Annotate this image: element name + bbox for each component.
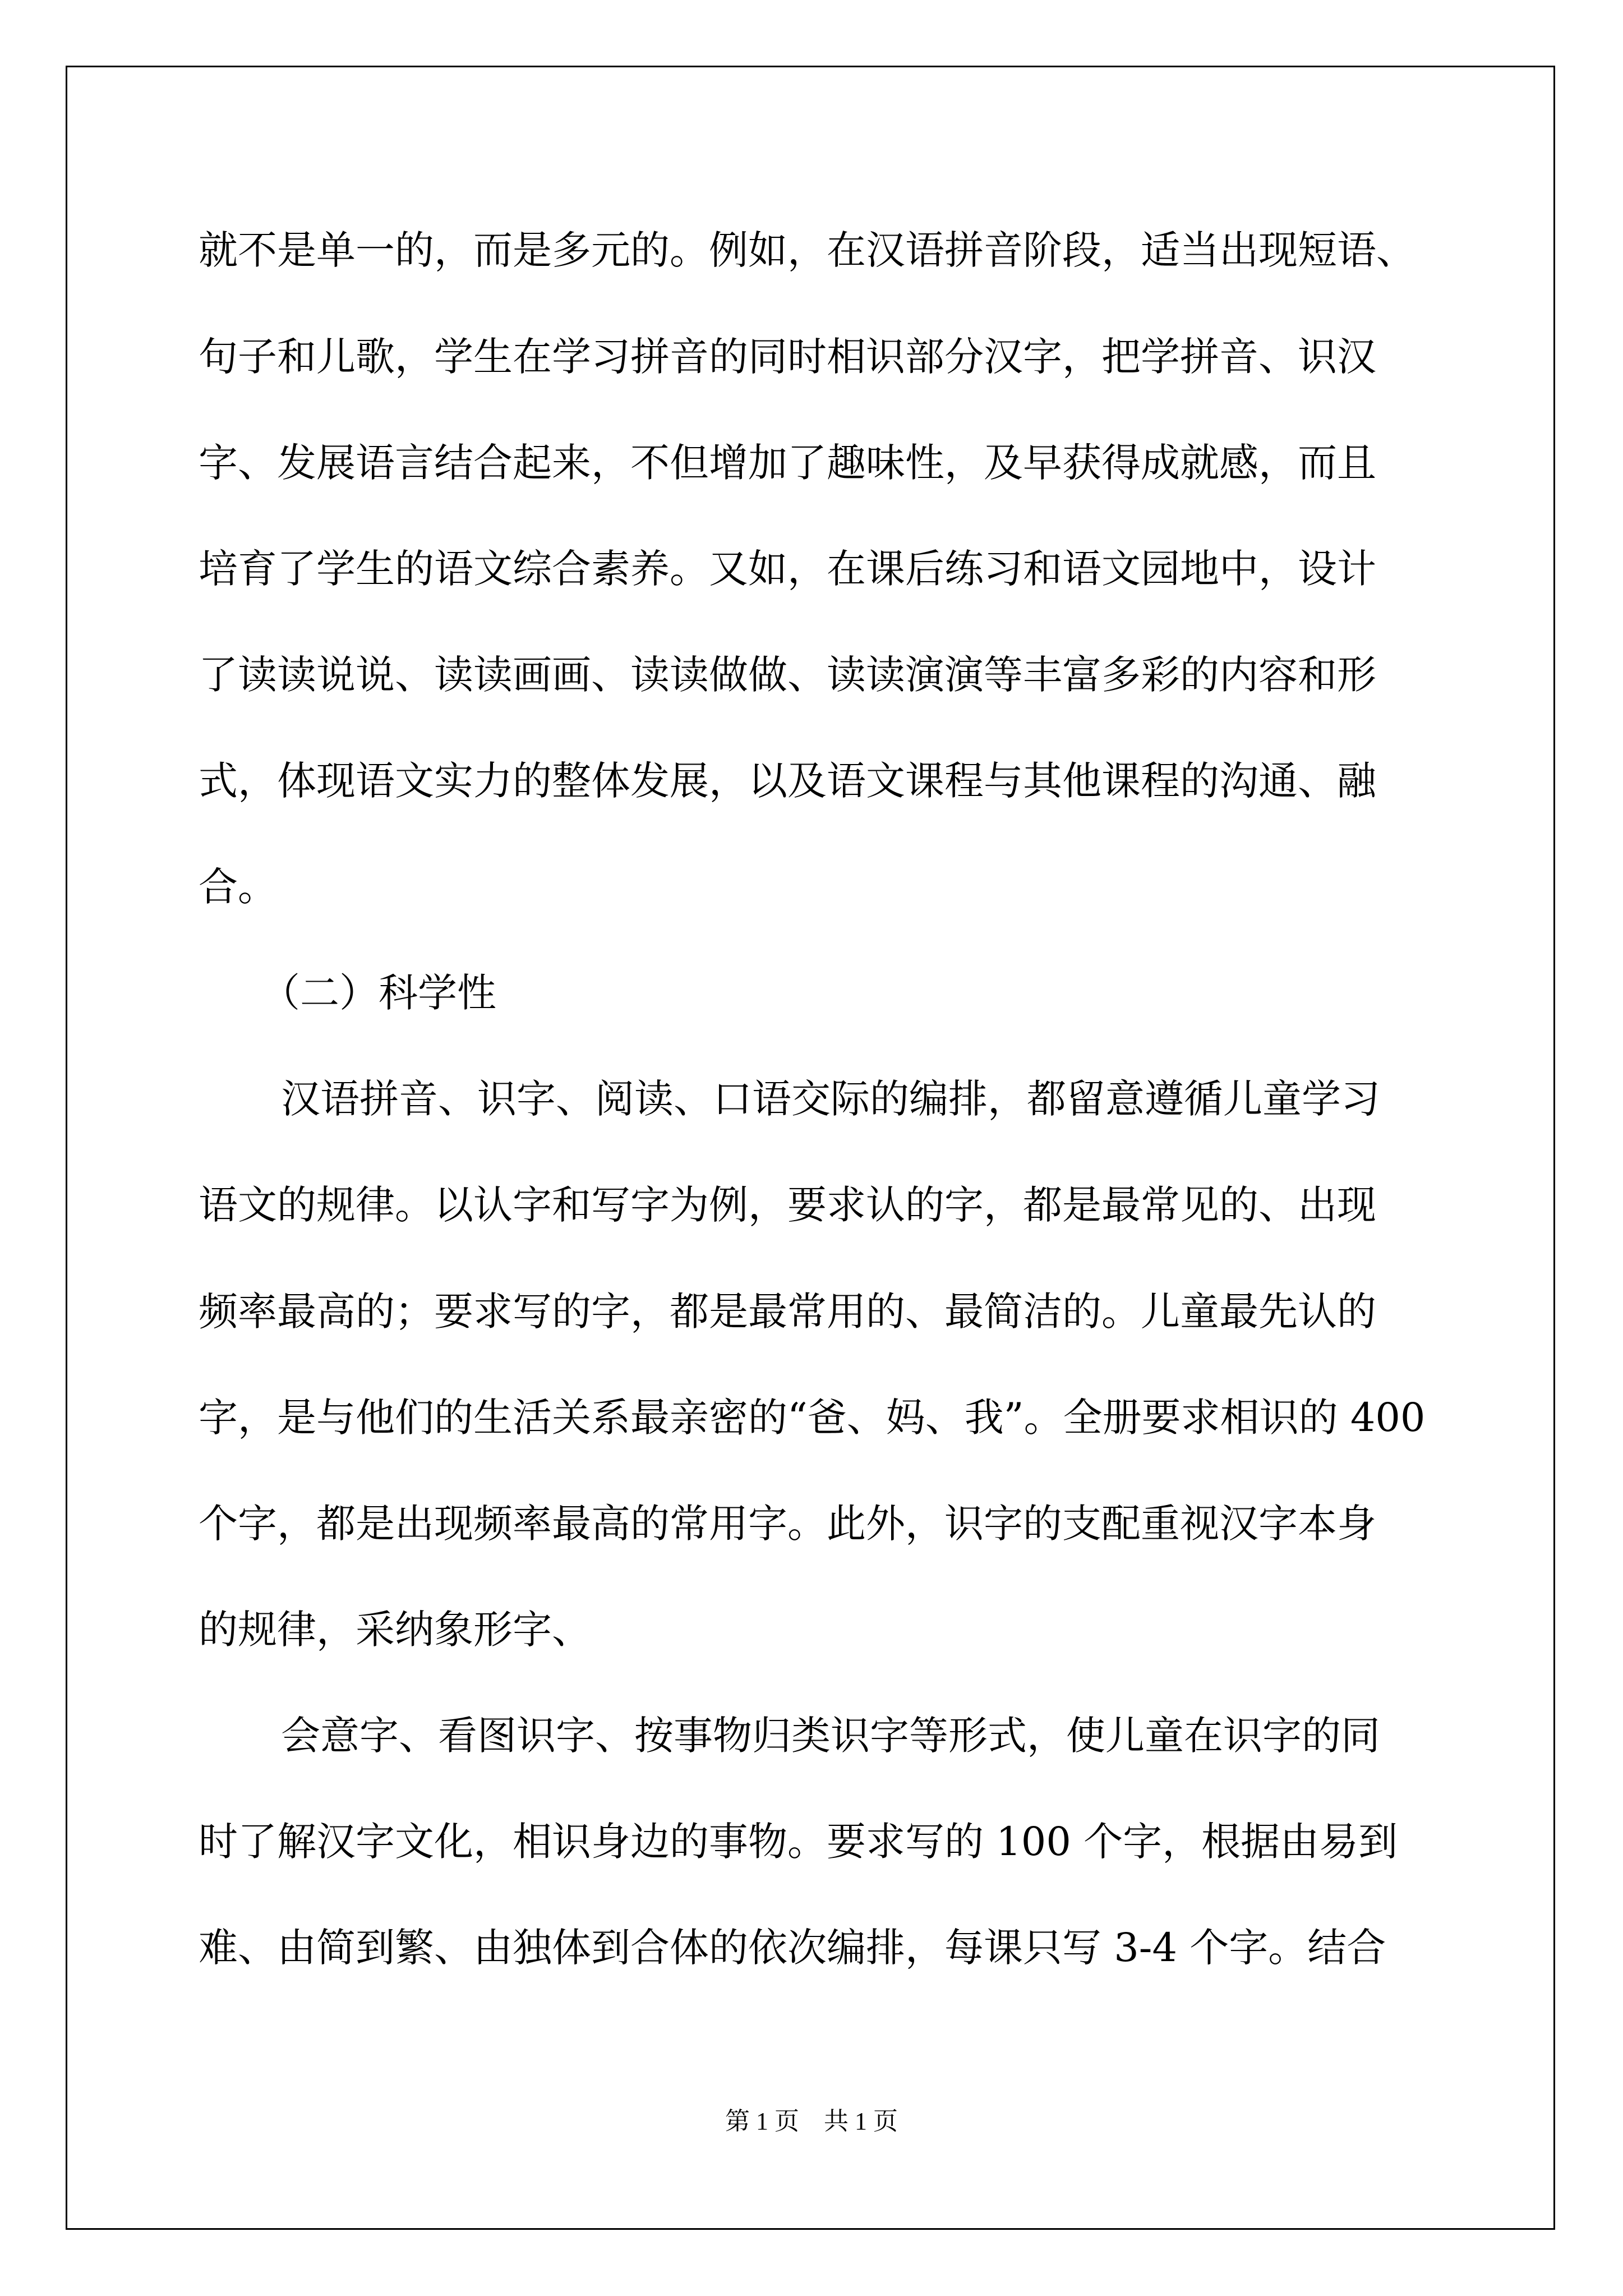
- body-text-line: 了读读说说、读读画画、读读做做、读读演演等丰富多彩的内容和形: [199, 652, 1376, 698]
- section-heading: （二）科学性: [261, 970, 496, 1016]
- body-text-line: 合。: [199, 864, 277, 910]
- body-text-line: 会意字、看图识字、按事物归类识字等形式，使儿童在识字的同: [281, 1713, 1380, 1759]
- body-text-line: 的规律，采纳象形字、: [199, 1607, 591, 1653]
- body-text-line: 语文的规律。以认字和写字为例，要求认的字，都是最常见的、出现: [199, 1182, 1376, 1228]
- body-text-line: 难、由简到繁、由独体到合体的依次编排，每课只写 3-4 个字。结合: [199, 1925, 1386, 1971]
- body-text-line: 时了解汉字文化，相识身边的事物。要求写的 100 个字，根据由易到: [199, 1819, 1398, 1865]
- body-text-line: 字、发展语言结合起来，不但增加了趣味性，及早获得成就感，而且: [199, 440, 1376, 486]
- body-text-line: 频率最高的；要求写的字，都是最常用的、最简洁的。儿童最先认的: [199, 1289, 1376, 1335]
- page-border: [66, 66, 1555, 2230]
- body-text-line: 句子和儿歌，学生在学习拼音的同时相识部分汉字，把学拼音、识汉: [199, 334, 1376, 380]
- body-text-line: 汉语拼音、识字、阅读、口语交际的编排，都留意遵循儿童学习: [281, 1076, 1380, 1122]
- page-number-footer: 第 1 页 共 1 页: [725, 2108, 898, 2135]
- body-text-line: 就不是单一的，而是多元的。例如，在汉语拼音阶段，适当出现短语、: [199, 227, 1415, 273]
- body-text-line: 培育了学生的语文综合素养。又如，在课后练习和语文园地中，设计: [199, 546, 1376, 592]
- body-text-line: 字，是与他们的生活关系最亲密的“爸、妈、我”。全册要求相识的 400: [199, 1395, 1426, 1441]
- body-text-line: 个字，都是出现频率最高的常用字。此外，识字的支配重视汉字本身: [199, 1501, 1376, 1547]
- body-text-line: 式，体现语文实力的整体发展，以及语文课程与其他课程的沟通、融: [199, 758, 1376, 804]
